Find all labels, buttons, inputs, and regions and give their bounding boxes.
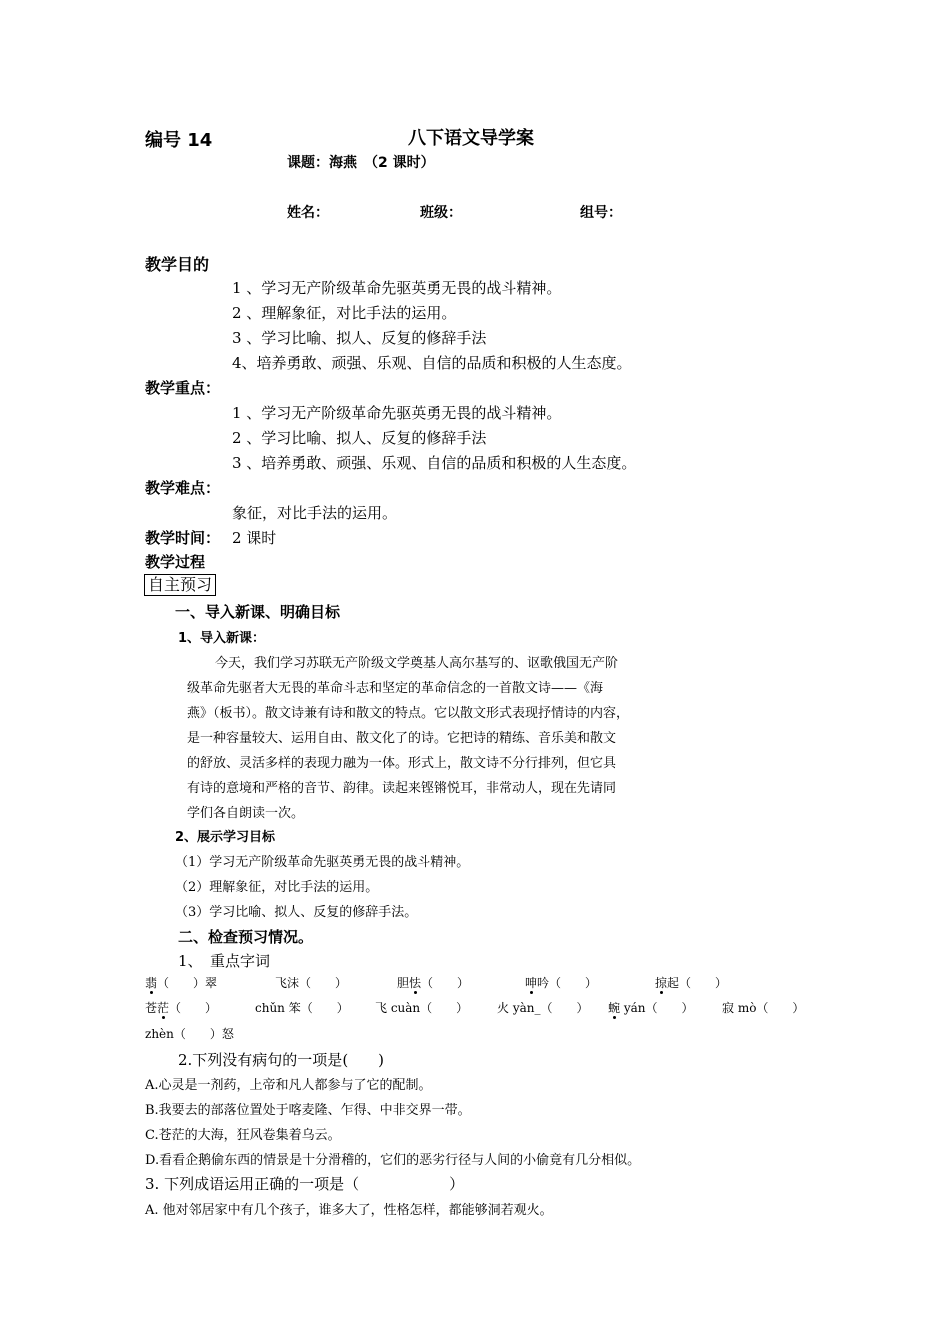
emphasis-dot-char: 茫 [157, 1001, 170, 1015]
question-2-option: A.心灵是一剂药，上帝和凡人都参与了它的配制。 [145, 1078, 432, 1093]
objective-item: 4、培养勇敢、顽强、乐观、自信的品质和积极的人生态度。 [232, 354, 632, 372]
emphasis-dot-char: 掠 [655, 976, 668, 990]
key-word-item: chǔn 笨（ ） [255, 1001, 349, 1015]
group-field-label: 组号： [580, 205, 622, 221]
teaching-time-value: 2 课时 [232, 529, 277, 547]
emphasis-dot-char: 呻 [525, 976, 538, 990]
key-words-heading: 1、 重点字词 [178, 952, 271, 970]
question-2-option: B.我要去的部落位置处于喀麦隆、乍得、中非交界一带。 [145, 1103, 471, 1118]
class-field-label: 班级： [420, 205, 462, 221]
question-3: 3. 下列成语运用正确的一项是（ ） [145, 1175, 465, 1193]
intro-paragraph-line: 今天，我们学习苏联无产阶级文学奠基人高尔基写的、讴歌俄国无产阶 [215, 656, 619, 671]
section-heading-2: 二、检查预习情况。 [178, 928, 314, 946]
learning-goal: （1）学习无产阶级革命先驱英勇无畏的战斗精神。 [175, 855, 470, 870]
question-3-option: A. 他对邻居家中有几个孩子，谁多大了，性格怎样，都能够洞若观火。 [145, 1203, 553, 1218]
objectives-heading: 教学目的 [145, 255, 210, 274]
document-number: 编号 14 [145, 130, 213, 151]
section-heading-1: 一、导入新课、明确目标 [175, 603, 341, 621]
document-title: 八下语文导学案 [408, 128, 534, 149]
emphasis-dot-char: 蜿 [608, 1001, 621, 1015]
lesson-title: 课题：海燕 （2 课时） [287, 155, 435, 171]
key-word-item: 呻吟（ ） [525, 976, 598, 990]
key-word-item: 寂 mò（ ） [722, 1001, 805, 1015]
key-point-item: 1 、学习无产阶级革命先驱英勇无畏的战斗精神。 [232, 404, 562, 422]
intro-paragraph-line: 的舒放、灵活多样的表现力融为一体。形式上，散文诗不分行排列，但它具 [187, 756, 617, 771]
learning-goal: （2）理解象征，对比手法的运用。 [175, 880, 379, 895]
learning-goal: （3）学习比喻、拟人、反复的修辞手法。 [175, 905, 418, 920]
key-word-item: 飞沫（ ） [275, 976, 348, 990]
name-field-label: 姓名： [287, 205, 329, 221]
key-word-item: 飞 cuàn（ ） [375, 1001, 469, 1015]
question-2: 2.下列没有病句的一项是( ) [178, 1051, 385, 1069]
key-word-item: zhèn（ ）怒 [145, 1027, 234, 1041]
intro-paragraph-line: 有诗的意境和严格的音节、韵律。读起来铿锵悦耳，非常动人，现在先请同 [187, 781, 617, 796]
key-points-heading: 教学重点： [145, 379, 221, 397]
key-word-item: 苍茫（ ） [145, 1001, 218, 1015]
emphasis-dot-char: 翡 [145, 976, 158, 990]
teaching-time-label: 教学时间： [145, 529, 221, 547]
self-preview-box: 自主预习 [144, 574, 216, 596]
objective-item: 2 、理解象征，对比手法的运用。 [232, 304, 457, 322]
intro-paragraph-line: 级革命先驱者大无畏的革命斗志和坚定的革命信念的一首散文诗——《海 [187, 681, 604, 696]
key-point-item: 2 、学习比喻、拟人、反复的修辞手法 [232, 429, 487, 447]
question-2-option: C.苍茫的大海，狂风卷集着乌云。 [145, 1128, 341, 1143]
intro-paragraph-line: 学们各自朗读一次。 [187, 806, 305, 821]
emphasis-dot-char: 怯 [409, 976, 422, 990]
intro-paragraph-line: 燕》（板书）。散文诗兼有诗和散文的特点。它以散文形式表现抒情诗的内容， [187, 706, 630, 721]
difficulty-heading: 教学难点： [145, 479, 221, 497]
key-word-item: 掠起（ ） [655, 976, 728, 990]
difficulty-text: 象征，对比手法的运用。 [232, 504, 398, 522]
subsection-heading: 1、导入新课： [178, 631, 266, 646]
key-word-item: 火 yàn_（ ） [497, 1001, 589, 1015]
process-heading: 教学过程 [145, 553, 206, 571]
objective-item: 3 、学习比喻、拟人、反复的修辞手法 [232, 329, 487, 347]
question-2-option: D.看看企鹅偷东西的情景是十分滑稽的，它们的恶劣行径与人间的小偷竟有几分相似。 [145, 1153, 641, 1168]
objective-item: 1 、学习无产阶级革命先驱英勇无畏的战斗精神。 [232, 279, 562, 297]
key-point-item: 3 、培养勇敢、顽强、乐观、自信的品质和积极的人生态度。 [232, 454, 637, 472]
key-word-item: 蜿 yán（ ） [608, 1001, 694, 1015]
key-word-item: 翡（ ）翠 [145, 976, 218, 990]
subsection-heading: 2、展示学习目标 [175, 830, 276, 845]
intro-paragraph-line: 是一种容量较大、运用自由、散文化了的诗。它把诗的精练、音乐美和散文 [187, 731, 617, 746]
key-word-item: 胆怯（ ） [397, 976, 470, 990]
